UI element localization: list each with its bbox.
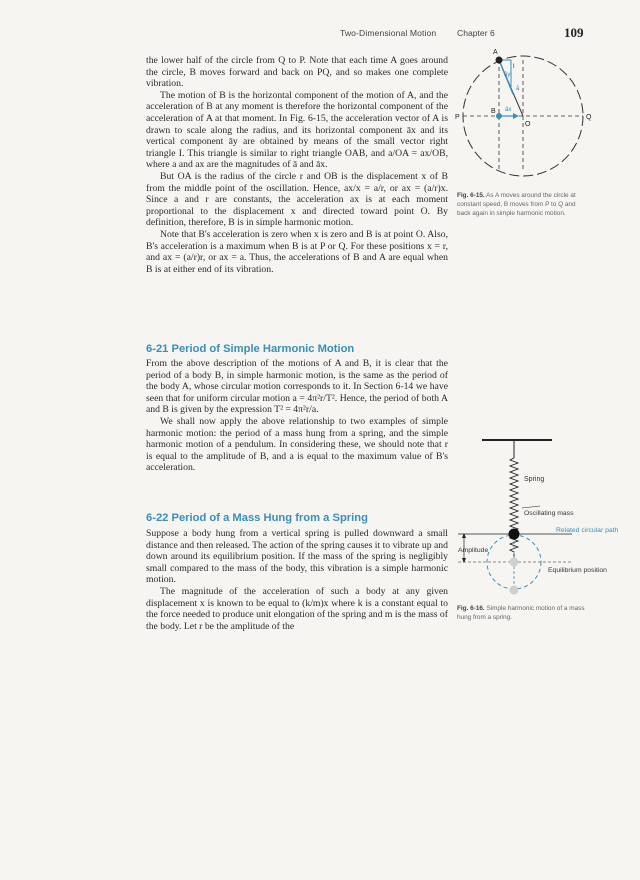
label-q: Q: [586, 114, 592, 121]
label-ax: āx: [505, 107, 512, 113]
label-related-circular-path: Related circular path: [556, 527, 619, 534]
label-triangle-i: I: [513, 64, 515, 70]
label-a-vector: ā: [516, 86, 520, 92]
body-text-block-2: [146, 358, 448, 474]
paragraph: From the above description of the motions of A and B, it is clear that the period of a body B, in simple harmonic motion, is the same as the period of the body A, whose circular motion corresponds to it. In Section 6-14 we have seen that for uniform circular motion a = 4π²r/T². Hence, the period of both A and B is given by the expression T² = 4π²r/a.: [146, 358, 448, 416]
running-header: [0, 26, 640, 42]
label-amplitude: Amplitude: [458, 547, 489, 554]
caption-label: Fig. 6-16.: [457, 605, 485, 612]
page-number: 109: [564, 25, 584, 40]
label-a: A: [493, 49, 498, 56]
point-a-marker: [496, 57, 503, 64]
figure-6-16: [452, 434, 632, 612]
chapter-label: Chapter 6: [457, 28, 495, 38]
oscillating-mass-marker: [509, 529, 520, 540]
figure-6-15-caption: [457, 192, 587, 218]
paragraph: Note that B's acceleration is zero when x is zero and B is at point O. Also, B's acceleration is a maximum when B is at P or Q. For these positions x = r, and ax = (a/r)r, or ax = a. Thus, the accelerations of B and A are equal when B is at either end of its vibration.: [146, 228, 448, 275]
running-title: Two-Dimensional Motion: [340, 28, 437, 38]
figure-6-16-caption: [457, 605, 587, 623]
paragraph: Suppose a body hung from a vertical spring is pulled downward a small distance and then released. The action of the spring causes it to vibrate up and down around its equilibrium position. If the mass of the spring is negligibly small compared to the mass of the body, this vibration is a simple harmonic motion.: [146, 528, 448, 586]
lower-position-marker: [510, 586, 519, 595]
label-spring: Spring: [524, 476, 545, 483]
caption-text: Simple harmonic motion of a mass hung from a spring.: [457, 605, 585, 621]
figure-6-15: [455, 46, 605, 196]
label-ay: āy: [504, 72, 511, 78]
caption-label: Fig. 6-15.: [457, 192, 485, 199]
label-oscillating-mass: Oscillating mass: [524, 510, 574, 517]
paragraph: The magnitude of the acceleration of such a body at any given displacement x is known to be equal to (k/m)x where k is a constant equal to the force needed to produce unit elongation of the spring and m is the mass of the body. Let r be the amplitude of the: [146, 585, 448, 632]
section-heading-6-21: 6-21 Period of Simple Harmonic Motion: [146, 343, 355, 355]
label-equilibrium-position: Equilibrium position: [548, 567, 607, 574]
label-b: B: [491, 108, 496, 115]
caption-text: As A moves around the circle at constant speed, B moves from P to Q and back again in simple harmonic motion.: [457, 192, 576, 217]
body-text-block-1: [146, 55, 448, 275]
paragraph: The motion of B is the horizontal component of the motion of A, and the acceleration of B at any moment is therefore the horizontal component of the acceleration of A at that moment. In Fig. 6-15, the acceleration vector of A is drawn to scale along the radius, and its horizontal component āx and its vertical component āy are obtained by means of the small vector right triangle I. This triangle is similar to right triangle OAB, and a/OA = ax/OB, where a and ax are the magnitudes of ā and āx.: [146, 89, 448, 171]
equilibrium-marker: [510, 558, 519, 567]
point-b-marker: [496, 113, 502, 119]
label-o: O: [525, 121, 531, 128]
section-heading-6-22: 6-22 Period of a Mass Hung from a Spring: [146, 512, 368, 524]
paragraph: the lower half of the circle from Q to P. Note that each time A goes around the circle, B moves forward and back on PQ, and so makes one complete vibration.: [146, 55, 448, 90]
body-text-block-3: [146, 528, 448, 632]
paragraph: We shall now apply the above relationship to two examples of simple harmonic motion: the period of a mass hung from a spring, and the simple harmonic motion of a pendulum. In considering these, we should note that r is equal to the amplitude of B, and a is equal to the maximum value of B's acceleration.: [146, 415, 448, 474]
label-p: P: [455, 114, 460, 121]
paragraph: But OA is the radius of the circle r and OB is the displacement x of B from the middle point of the oscillation. Hence, ax/x = a/r, or ax = (a/r)x. Since a and r are constants, the acceleration ax is at each moment proportional to the displacement x and directed toward point O. By definition, therefore, B is in simple harmonic motion.: [146, 170, 448, 229]
